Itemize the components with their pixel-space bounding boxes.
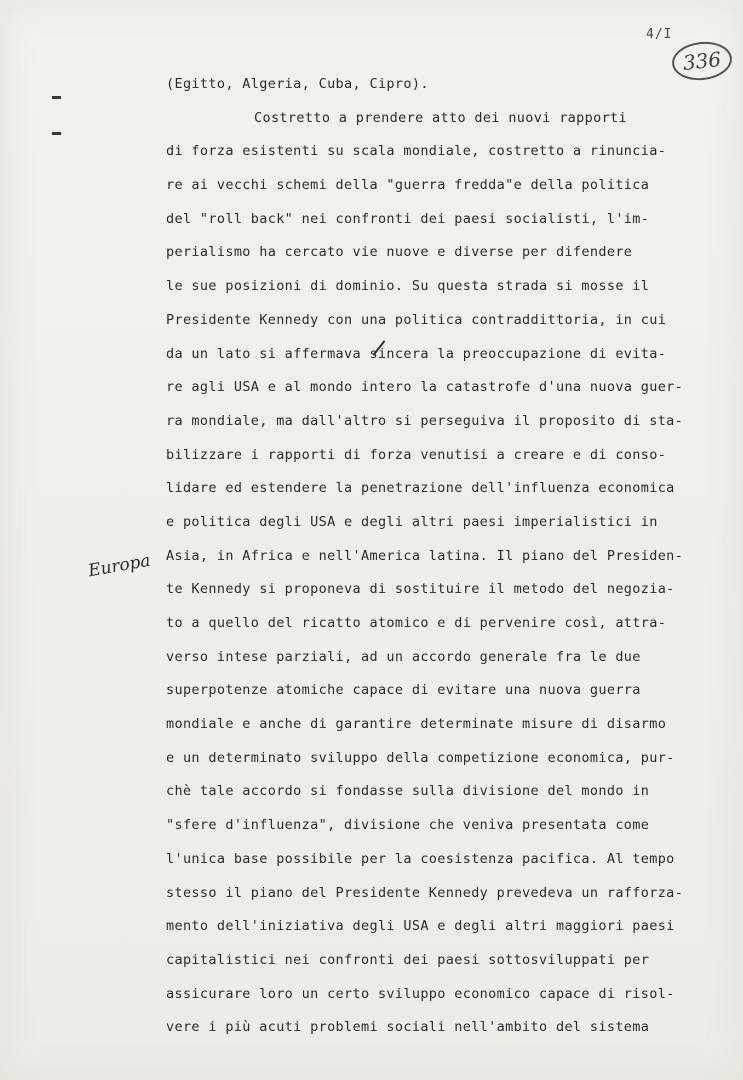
text-line: stesso il piano del Presidente Kennedy prevedeva un rafforza- — [166, 884, 684, 901]
text-line: ra mondiale, ma dall'altro si perseguiva il proposito di sta- — [166, 412, 684, 429]
handwritten-margin-note: Europa — [86, 550, 153, 582]
text-line: verso intese parziali, ad un accordo generale fra le due — [166, 648, 641, 665]
text-line: mento dell'iniziativa degli USA e degli altri maggiori paesi — [166, 918, 675, 935]
text-line: re ai vecchi schemi della "guerra fredda"e della politica — [166, 177, 650, 194]
text-line: Asia, in Africa e nell'America latina. Il piano del Presiden- — [166, 547, 684, 564]
text-line: da un lato si affermava sincera la preoccupazione di evita- — [166, 345, 667, 362]
text-line: lidare ed estendere la penetrazione dell'influenza economica — [166, 480, 675, 497]
text-line: perialismo ha cercato vie nuove e diverse per difendere — [166, 244, 633, 261]
text-line: e un determinato sviluppo della competizione economica, pur- — [166, 749, 675, 766]
archive-stamp-number: 336 — [670, 39, 734, 83]
margin-tick-mark — [52, 132, 61, 135]
text-line: e politica degli USA e degli altri paesi imperialistici in — [166, 513, 658, 530]
text-line: Presidente Kennedy con una politica contraddittoria, in cui — [166, 311, 667, 328]
text-line: chè tale accordo si fondasse sulla divisione del mondo in — [166, 783, 650, 800]
page-number: 4/I — [646, 27, 673, 42]
text-line: "sfere d'influenza", divisione che veniva presentata come — [166, 817, 650, 834]
text-line: Costretto a prendere atto dei nuovi rapporti — [254, 109, 628, 126]
text-line: re agli USA e al mondo intero la catastrofe d'una nuova guer- — [166, 379, 684, 396]
text-line: assicurare loro un certo sviluppo economico capace di risol- — [166, 985, 675, 1002]
text-line: le sue posizioni di dominio. Su questa strada si mosse il — [166, 278, 650, 295]
text-line: del "roll back" nei confronti dei paesi socialisti, l'im- — [166, 210, 650, 227]
text-line: bilizzare i rapporti di forza venutisi a creare e di conso- — [166, 446, 667, 463]
text-line: capitalistici nei confronti dei paesi sottosviluppati per — [166, 951, 650, 968]
document-body — [166, 68, 706, 1045]
text-line: superpotenze atomiche capace di evitare una nuova guerra — [166, 682, 641, 699]
text-line: vere i più acuti problemi sociali nell'ambito del sistema — [166, 1019, 650, 1036]
text-line: l'unica base possibile per la coesistenza pacifica. Al tempo — [166, 850, 675, 867]
text-line: di forza esistenti su scala mondiale, costretto a rinuncia- — [166, 143, 667, 160]
text-line: to a quello del ricatto atomico e di pervenire così, attra- — [166, 615, 667, 631]
text-line: mondiale e anche di garantire determinate misure di disarmo — [166, 716, 667, 733]
text-line: (Egitto, Algeria, Cuba, Cipro). — [166, 76, 429, 92]
margin-tick-mark — [52, 96, 61, 99]
text-line: te Kennedy si proponeva di sostituire il metodo del negozia- — [166, 581, 675, 598]
